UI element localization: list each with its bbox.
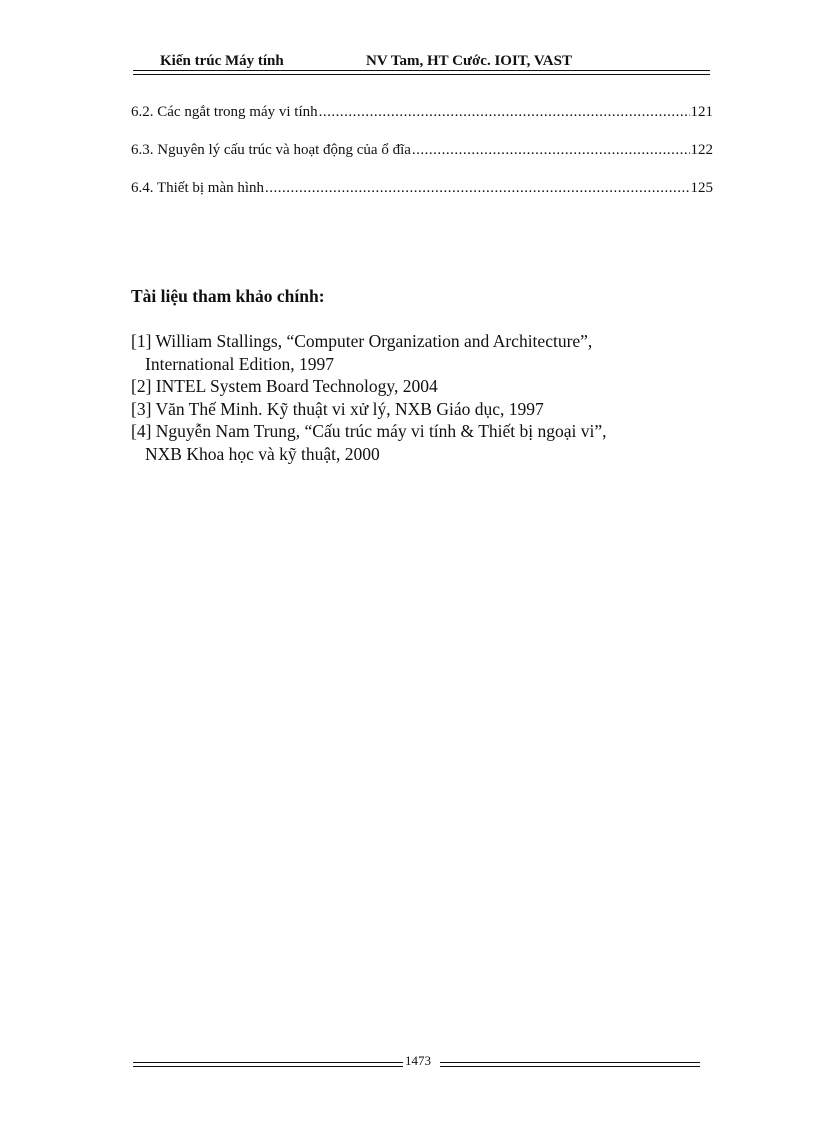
reference-line: [3] Văn Thế Minh. Kỹ thuật vi xử lý, NXB Giáo dục, 1997 [131,398,544,419]
toc-entry [131,104,713,142]
references-heading: Tài liệu tham khảo chính: [131,286,325,306]
reference-item [131,330,691,375]
toc-entry [131,142,713,180]
toc-entry [131,180,713,218]
footer-rule-left [133,1062,403,1067]
header-rule-secondary [133,74,710,75]
reference-item [131,398,691,421]
page-footer [133,1053,700,1073]
page-number: 1473 [405,1053,431,1068]
toc-leader-dots [412,142,690,159]
toc-entry-title: 6.4. Thiết bị màn hình [131,180,265,196]
reference-line: [4] Nguyễn Nam Trung, “Cấu trúc máy vi tính & Thiết bị ngoại vi”, [131,421,607,441]
reference-line: [1] William Stallings, “Computer Organization and Architecture”, [131,331,593,351]
reference-line-continued: NXB Khoa học và kỹ thuật, 2000 [145,443,380,464]
toc-leader-dots [319,104,690,121]
toc-entry-title: 6.2. Các ngắt trong máy vi tính [131,104,318,120]
reference-line: [2] INTEL System Board Technology, 2004 [131,376,438,396]
toc-entry-page: 122 [690,142,713,158]
reference-line-continued: International Edition, 1997 [145,353,335,374]
header-rule [133,70,710,71]
header-authors: NV Tam, HT Cước. IOIT, VAST [366,53,572,69]
header-book-title: Kiến trúc Máy tính [160,53,284,69]
toc-entry-page: 121 [690,104,713,120]
reference-item [131,420,691,465]
footer-rule-right [440,1062,700,1067]
reference-item [131,375,691,398]
toc-leader-dots [265,180,689,197]
page-header [133,53,710,79]
toc-entry-title: 6.3. Nguyên lý cấu trúc và hoạt động của ổ đĩa [131,142,411,158]
table-of-contents [131,104,713,218]
references-list [131,330,691,465]
toc-entry-page: 125 [690,180,713,196]
